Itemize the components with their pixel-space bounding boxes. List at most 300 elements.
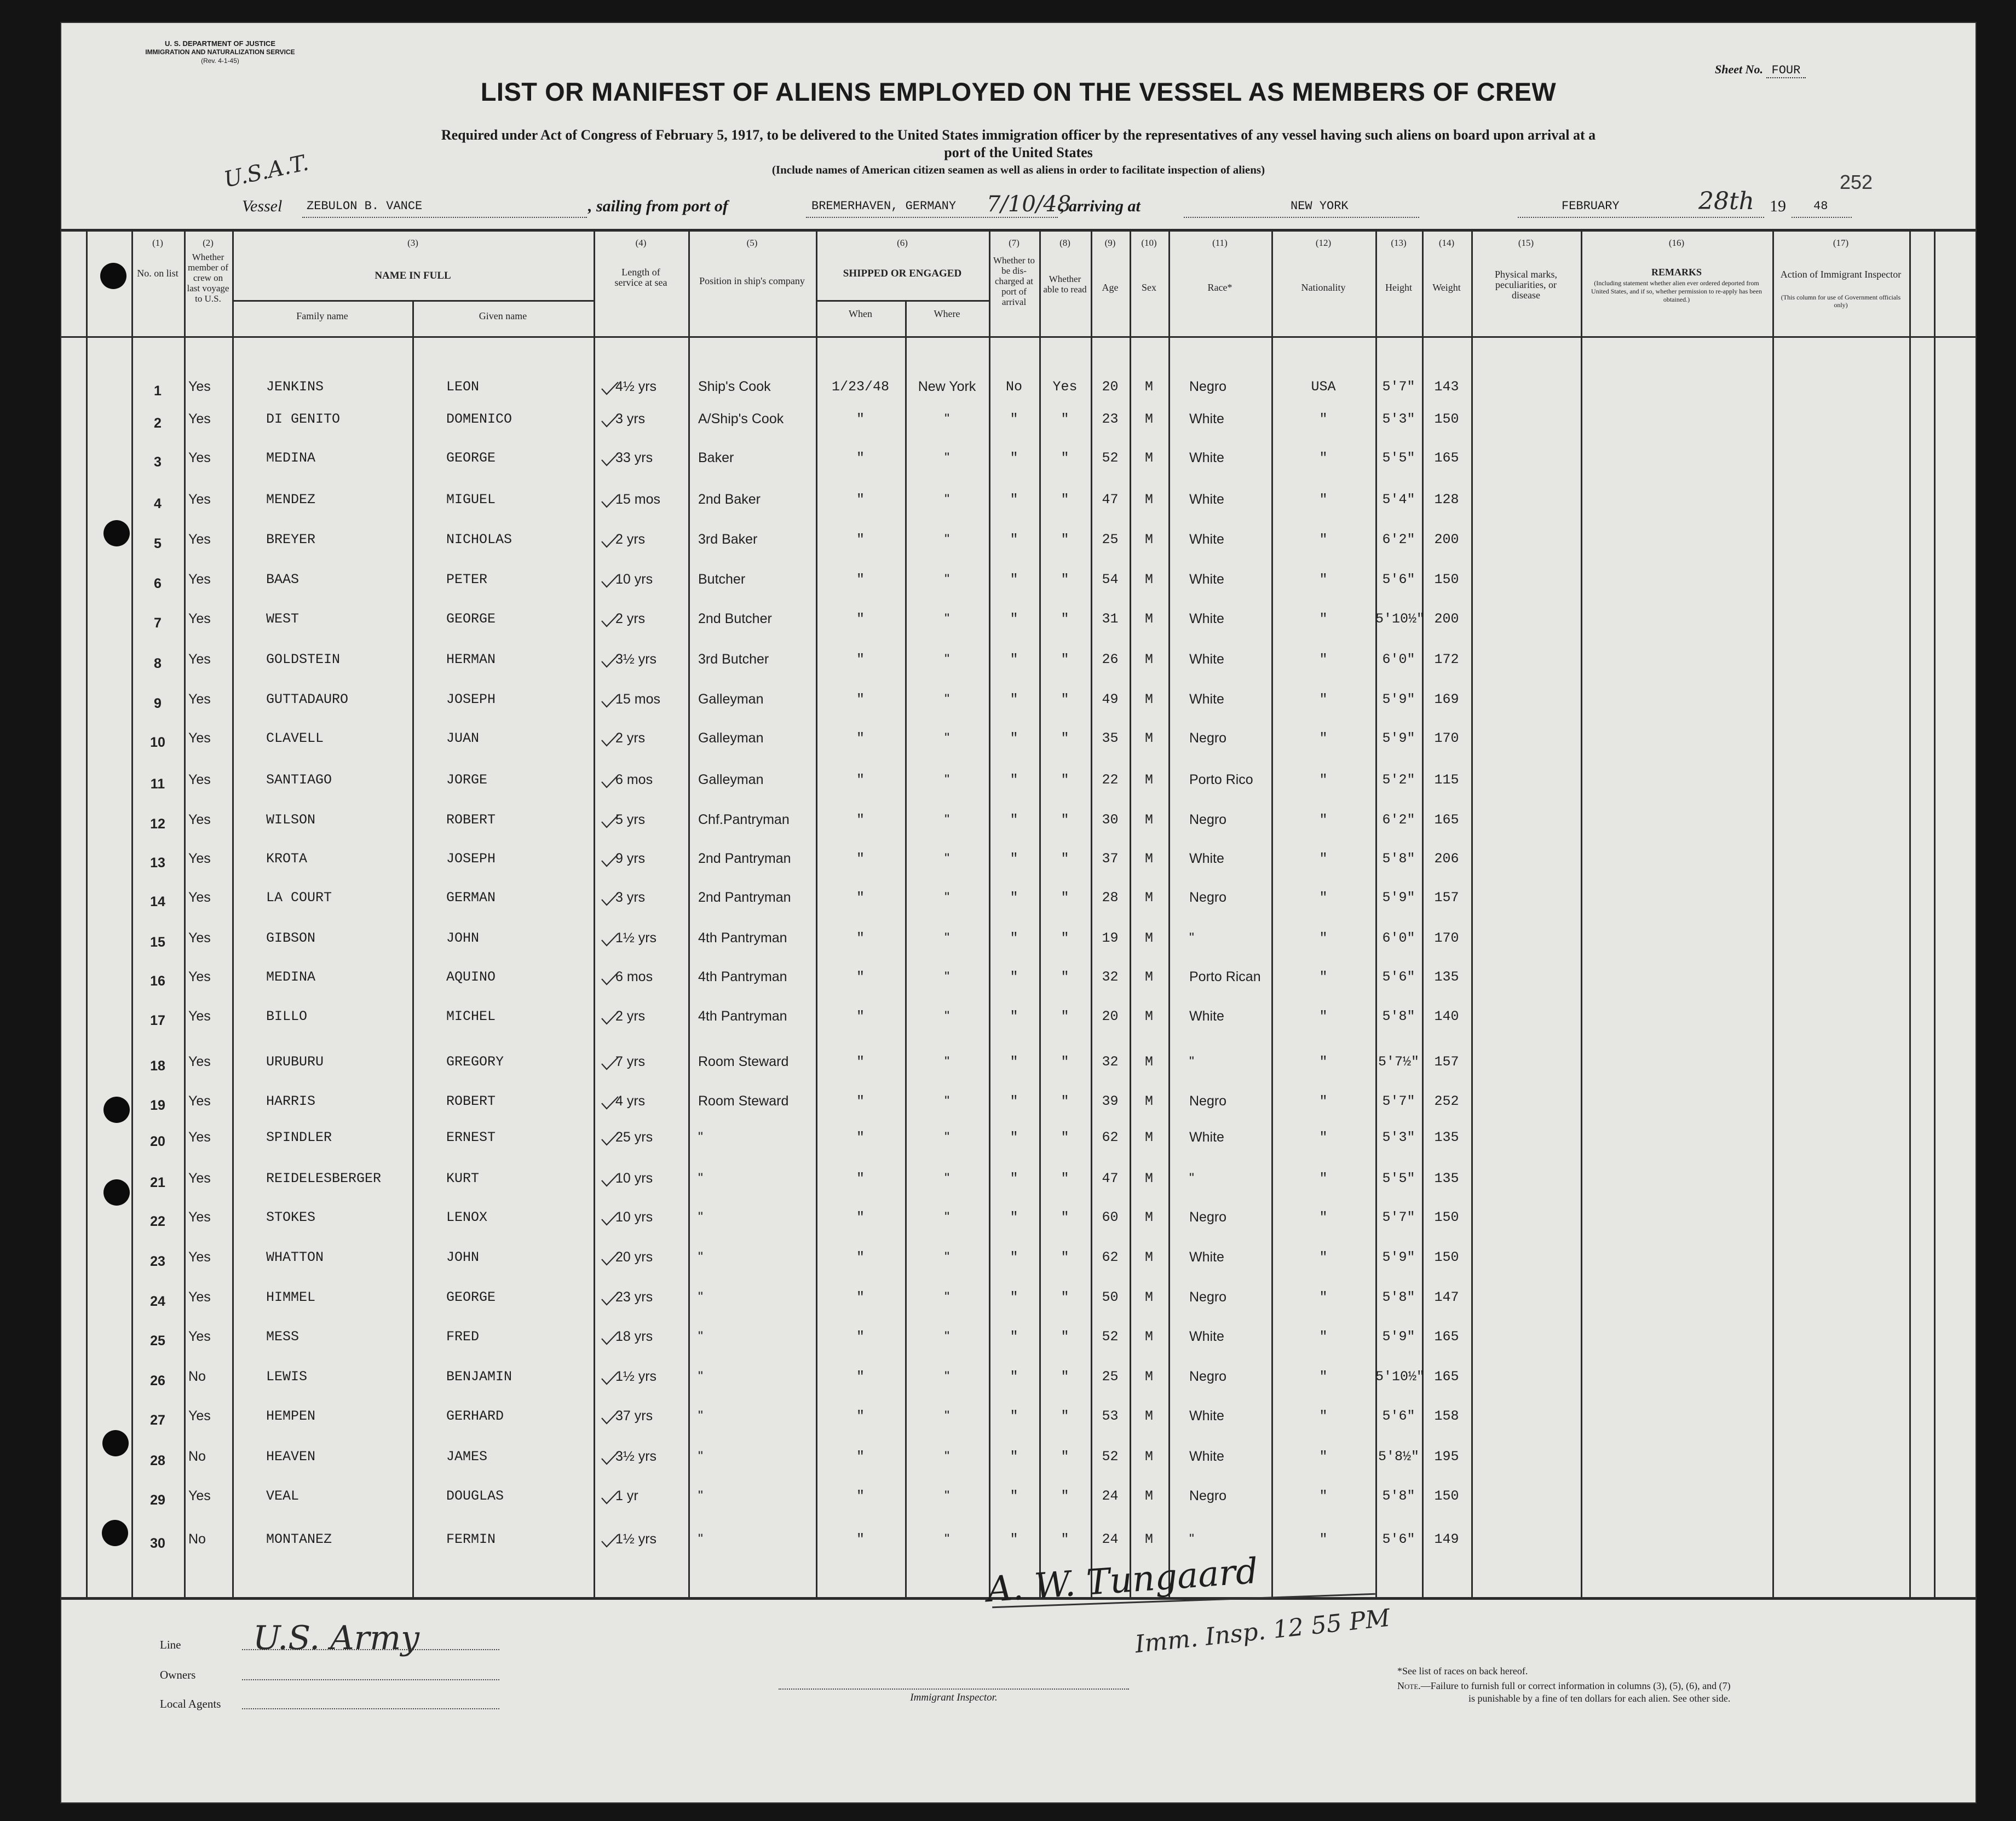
- subtitle-3: (Include names of American citizen seamen as well as aliens in order to facilitate inspection of aliens): [771, 163, 1265, 176]
- cell-shipped-where: ": [944, 1130, 949, 1145]
- line-value-handwritten: U.S. Army: [253, 1619, 420, 1657]
- arrival-port: NEW YORK: [1291, 199, 1349, 213]
- colnum-5: (5): [746, 238, 758, 248]
- cell-family-name: GIBSON: [266, 930, 316, 946]
- manifest-sheet: [61, 23, 1975, 1802]
- cell-shipped-where: ": [944, 611, 949, 626]
- cell-race: White: [1189, 611, 1224, 626]
- cell-race: White: [1189, 1249, 1224, 1265]
- header-shipped-engaged: SHIPPED OR ENGAGED: [843, 268, 962, 279]
- cell-length-of-service: 10 yrs: [615, 572, 653, 587]
- cell-height: 6'0": [1382, 930, 1415, 946]
- cell-height: 5'10½": [1375, 611, 1425, 627]
- cell-nationality: USA: [1311, 379, 1336, 395]
- cell-sex: M: [1144, 1054, 1153, 1070]
- colnum-3: (3): [407, 238, 418, 248]
- cell-age: 25: [1102, 1369, 1119, 1385]
- cell-sex: M: [1144, 691, 1153, 707]
- cell-height: 5'6": [1382, 572, 1415, 587]
- row-number: 16: [150, 973, 165, 989]
- cell-shipped-where: ": [944, 1054, 949, 1069]
- cell-shipped-when: ": [856, 812, 865, 828]
- cell-race: Negro: [1189, 812, 1227, 827]
- cell-race: White: [1189, 411, 1224, 427]
- cell-sex: M: [1144, 1329, 1153, 1345]
- cell-given-name: JAMES: [446, 1449, 488, 1465]
- cell-last-voyage: Yes: [188, 969, 211, 984]
- check-mark-icon: [601, 654, 619, 668]
- cell-family-name: HEAVEN: [266, 1449, 316, 1465]
- cell-given-name: PETER: [446, 572, 488, 587]
- cell-able-to-read: ": [1061, 890, 1069, 906]
- cell-length-of-service: 3 yrs: [615, 411, 646, 427]
- cell-length-of-service: 10 yrs: [615, 1171, 653, 1186]
- cell-race: Negro: [1189, 379, 1227, 394]
- cell-last-voyage: Yes: [188, 930, 211, 946]
- check-mark-icon: [601, 1534, 619, 1548]
- cell-height: 5'8": [1382, 1009, 1415, 1024]
- cell-length-of-service: 1½ yrs: [615, 1369, 657, 1384]
- cell-length-of-service: 20 yrs: [615, 1249, 653, 1265]
- check-mark-icon: [601, 971, 619, 986]
- sheet-no: [1715, 62, 1923, 77]
- cell-shipped-where: ": [944, 450, 949, 465]
- cell-last-voyage: Yes: [188, 652, 211, 667]
- cell-last-voyage: Yes: [188, 379, 211, 394]
- cell-height: 5'9": [1382, 691, 1415, 707]
- cell-able-to-read: ": [1061, 532, 1069, 548]
- cell-sex: M: [1144, 411, 1153, 427]
- cell-age: 28: [1102, 890, 1119, 906]
- cell-race: Porto Rico: [1189, 772, 1253, 787]
- check-mark-icon: [601, 1371, 619, 1385]
- cell-weight: 147: [1434, 1289, 1459, 1305]
- row-number: 6: [154, 576, 162, 591]
- cell-age: 31: [1102, 611, 1119, 627]
- cell-race: White: [1189, 1130, 1224, 1145]
- header-race: Race*: [1207, 282, 1232, 293]
- cell-weight: 165: [1434, 812, 1459, 828]
- cell-position: ": [698, 1249, 703, 1265]
- cell-nationality: ": [1319, 1488, 1328, 1504]
- header-last-voyage: Whether member of crew on last voyage to U.S.: [187, 252, 229, 304]
- colnum-1: (1): [152, 238, 163, 248]
- check-mark-icon: [601, 774, 619, 788]
- colnum-12: (12): [1315, 238, 1332, 248]
- cell-family-name: MEDINA: [266, 450, 316, 466]
- cell-given-name: JOHN: [446, 930, 480, 946]
- cell-last-voyage: Yes: [188, 1009, 211, 1024]
- cell-age: 32: [1102, 969, 1119, 985]
- cell-position: 4th Pantryman: [698, 1009, 787, 1024]
- cell-able-to-read: ": [1061, 1171, 1069, 1186]
- row-number: 12: [150, 816, 165, 832]
- cell-given-name: GEORGE: [446, 450, 496, 466]
- cell-height: 5'2": [1382, 772, 1415, 788]
- cell-position: ": [698, 1171, 703, 1186]
- cell-family-name: WEST: [266, 611, 299, 627]
- cell-length-of-service: 37 yrs: [615, 1408, 653, 1424]
- cell-nationality: ": [1319, 1289, 1328, 1305]
- sailing-date-handwritten: 7/10/48: [987, 192, 1072, 217]
- cell-position: 3rd Baker: [698, 532, 758, 547]
- cell-nationality: ": [1319, 1329, 1328, 1345]
- check-mark-icon: [601, 1252, 619, 1266]
- cell-age: 30: [1102, 812, 1119, 828]
- cell-nationality: ": [1319, 611, 1328, 627]
- header-where: Where: [934, 308, 960, 319]
- cell-race: Negro: [1189, 1209, 1227, 1225]
- binder-hole: [103, 1097, 130, 1123]
- cell-shipped-where: ": [944, 492, 949, 507]
- header-length-of-service: Length of service at sea: [614, 267, 667, 288]
- cell-race: ": [1189, 930, 1194, 946]
- cell-given-name: NICHOLAS: [446, 532, 512, 548]
- agency-line2: IMMIGRATION AND NATURALIZATION SERVICE: [145, 48, 295, 56]
- colnum-13: (13): [1391, 238, 1407, 248]
- cell-height: 5'10½": [1375, 1369, 1425, 1385]
- cell-race: White: [1189, 691, 1224, 707]
- cell-family-name: LA COURT: [266, 890, 332, 906]
- cell-able-to-read: ": [1061, 812, 1069, 828]
- cell-shipped-where: ": [944, 851, 949, 866]
- cell-discharged: ": [1010, 930, 1018, 946]
- cell-given-name: AQUINO: [446, 969, 496, 985]
- cell-nationality: ": [1319, 1009, 1328, 1024]
- cell-able-to-read: ": [1061, 969, 1069, 985]
- cell-family-name: HEMPEN: [266, 1408, 316, 1424]
- cell-given-name: LEON: [446, 379, 480, 395]
- cell-height: 5'7½": [1378, 1054, 1419, 1070]
- cell-nationality: ": [1319, 411, 1328, 427]
- cell-race: White: [1189, 450, 1224, 465]
- row-number: 15: [150, 935, 165, 950]
- cell-shipped-where: ": [944, 812, 949, 827]
- cell-sex: M: [1144, 1130, 1153, 1145]
- cell-position: Ship's Cook: [698, 379, 771, 394]
- cell-shipped-when: ": [856, 450, 865, 466]
- cell-last-voyage: Yes: [188, 1249, 211, 1265]
- cell-length-of-service: 6 mos: [615, 969, 653, 984]
- cell-able-to-read: ": [1061, 492, 1069, 508]
- subtitle-2: port of the United States: [944, 145, 1093, 160]
- cell-shipped-where: ": [944, 969, 949, 984]
- cell-race: ": [1189, 1171, 1194, 1186]
- cell-given-name: JOSEPH: [446, 851, 496, 867]
- cell-age: 49: [1102, 691, 1119, 707]
- cell-shipped-when: ": [856, 1171, 865, 1186]
- cell-able-to-read: ": [1061, 1130, 1069, 1145]
- cell-age: 52: [1102, 1329, 1119, 1345]
- cell-position: 4th Pantryman: [698, 930, 787, 946]
- cell-race: ": [1189, 1531, 1194, 1547]
- header-remarks: REMARKS: [1651, 267, 1702, 278]
- cell-age: 39: [1102, 1093, 1119, 1109]
- cell-weight: 150: [1434, 1249, 1459, 1265]
- cell-age: 62: [1102, 1249, 1119, 1265]
- cell-length-of-service: 23 yrs: [615, 1289, 653, 1305]
- cell-shipped-where: ": [944, 890, 949, 905]
- cell-position: A/Ship's Cook: [698, 411, 784, 427]
- cell-age: 35: [1102, 730, 1119, 746]
- cell-given-name: JUAN: [446, 730, 480, 746]
- check-mark-icon: [601, 1096, 619, 1110]
- row-number: 4: [154, 496, 162, 511]
- header-nationality: Nationality: [1301, 282, 1346, 293]
- cell-sex: M: [1144, 812, 1153, 828]
- cell-position: ": [698, 1209, 703, 1225]
- check-mark-icon: [601, 452, 619, 466]
- sheet-no-value: FOUR: [1766, 64, 1806, 78]
- cell-shipped-where: ": [944, 1449, 949, 1464]
- cell-race: Negro: [1189, 1369, 1227, 1384]
- cell-length-of-service: 2 yrs: [615, 730, 646, 746]
- sailing-port: BREMERHAVEN, GERMANY: [811, 199, 957, 213]
- header-discharged: Whether to be dis- charged at port of arrival: [993, 255, 1035, 307]
- cell-able-to-read: ": [1061, 1531, 1069, 1547]
- cell-weight: 149: [1434, 1531, 1459, 1547]
- colnum-17: (17): [1833, 238, 1849, 248]
- year-suffix: 48: [1813, 199, 1828, 213]
- cell-length-of-service: 3 yrs: [615, 890, 646, 905]
- cell-given-name: HERMAN: [446, 652, 496, 667]
- vessel-line: [242, 187, 1939, 219]
- cell-height: 5'3": [1382, 1130, 1415, 1145]
- cell-position: Galleyman: [698, 772, 764, 787]
- cell-shipped-when: 1/23/48: [831, 379, 890, 395]
- cell-age: 24: [1102, 1531, 1119, 1547]
- cell-race: Negro: [1189, 890, 1227, 905]
- cell-weight: 150: [1434, 1488, 1459, 1504]
- cell-shipped-where: ": [944, 930, 949, 946]
- cell-discharged: ": [1010, 1171, 1018, 1186]
- cell-nationality: ": [1319, 812, 1328, 828]
- cell-shipped-where: ": [944, 1289, 949, 1305]
- cell-shipped-when: ": [856, 1054, 865, 1070]
- cell-weight: 172: [1434, 652, 1459, 667]
- cell-position: ": [698, 1531, 703, 1547]
- cell-nationality: ": [1319, 1249, 1328, 1265]
- cell-length-of-service: 5 yrs: [615, 812, 646, 827]
- cell-sex: M: [1144, 1369, 1153, 1385]
- cell-last-voyage: Yes: [188, 1171, 211, 1186]
- cell-length-of-service: 9 yrs: [615, 851, 646, 866]
- cell-last-voyage: Yes: [188, 1054, 211, 1069]
- cell-shipped-when: ": [856, 652, 865, 667]
- signature-note-handwritten: Imm. Insp. 12 55 PM: [1133, 1604, 1392, 1659]
- cell-able-to-read: ": [1061, 1054, 1069, 1070]
- check-mark-icon: [601, 1011, 619, 1025]
- cell-length-of-service: 7 yrs: [615, 1054, 646, 1069]
- check-mark-icon: [601, 613, 619, 627]
- cell-position: ": [698, 1329, 703, 1344]
- colnum-9: (9): [1104, 238, 1116, 248]
- cell-length-of-service: 4 yrs: [615, 1093, 646, 1109]
- cell-nationality: ": [1319, 492, 1328, 508]
- cell-last-voyage: Yes: [188, 772, 211, 787]
- cell-discharged: ": [1010, 1130, 1018, 1145]
- cell-length-of-service: 3½ yrs: [615, 1449, 657, 1464]
- cell-shipped-when: ": [856, 411, 865, 427]
- colnum-8: (8): [1059, 238, 1070, 248]
- cell-discharged: ": [1010, 492, 1018, 508]
- cell-discharged: ": [1010, 572, 1018, 587]
- binder-hole: [103, 1179, 130, 1206]
- cell-position: ": [698, 1289, 703, 1305]
- cell-sex: M: [1144, 532, 1153, 548]
- cell-height: 5'7": [1382, 1209, 1415, 1225]
- cell-race: White: [1189, 572, 1224, 587]
- cell-able-to-read: ": [1061, 1408, 1069, 1424]
- cell-given-name: DOUGLAS: [446, 1488, 504, 1504]
- header-action-inspector: Action of Immigrant Inspector: [1780, 269, 1902, 280]
- cell-family-name: BILLO: [266, 1009, 308, 1024]
- cell-last-voyage: Yes: [188, 450, 211, 465]
- cell-nationality: ": [1319, 1531, 1328, 1547]
- cell-last-voyage: Yes: [188, 1408, 211, 1424]
- cell-shipped-where: ": [944, 730, 949, 746]
- cell-nationality: ": [1319, 450, 1328, 466]
- cell-race: Negro: [1189, 730, 1227, 746]
- row-number: 17: [150, 1013, 165, 1028]
- cell-given-name: BENJAMIN: [446, 1369, 512, 1385]
- sheet-no-label: Sheet No.: [1715, 62, 1763, 76]
- cell-discharged: ": [1010, 969, 1018, 985]
- row-number: 20: [150, 1134, 165, 1149]
- cell-age: 50: [1102, 1289, 1119, 1305]
- cell-shipped-where: ": [944, 1329, 949, 1344]
- cell-race: White: [1189, 492, 1224, 507]
- cell-family-name: BREYER: [266, 532, 316, 548]
- cell-length-of-service: 6 mos: [615, 772, 653, 787]
- cell-last-voyage: Yes: [188, 1329, 211, 1344]
- cell-last-voyage: Yes: [188, 1209, 211, 1225]
- cell-nationality: ": [1319, 652, 1328, 667]
- cell-nationality: ": [1319, 772, 1328, 788]
- cell-family-name: MONTANEZ: [266, 1531, 332, 1547]
- cell-nationality: ": [1319, 1369, 1328, 1385]
- cell-age: 20: [1102, 1009, 1119, 1024]
- cell-weight: 195: [1434, 1449, 1459, 1465]
- header-position: Position in ship's company: [699, 275, 805, 286]
- cell-discharged: ": [1010, 1209, 1018, 1225]
- row-number: 2: [154, 416, 162, 431]
- header-no-on-list: No. on list: [137, 268, 178, 279]
- cell-shipped-when: ": [856, 969, 865, 985]
- binder-hole: [102, 1430, 129, 1456]
- cell-family-name: WHATTON: [266, 1249, 324, 1265]
- cell-family-name: REIDELESBERGER: [266, 1171, 382, 1186]
- cell-given-name: GERHARD: [446, 1408, 504, 1424]
- header-given-name: Given name: [479, 310, 527, 321]
- header-physical-marks: Physical marks, peculiarities, or disease: [1495, 269, 1557, 301]
- cell-length-of-service: 33 yrs: [615, 450, 653, 465]
- cell-able-to-read: ": [1061, 1488, 1069, 1504]
- binder-hole: [100, 263, 126, 289]
- cell-family-name: WILSON: [266, 812, 316, 828]
- cell-shipped-when: ": [856, 1093, 865, 1109]
- cell-sex: M: [1144, 930, 1153, 946]
- cell-nationality: ": [1319, 730, 1328, 746]
- cell-able-to-read: ": [1061, 1009, 1069, 1024]
- header-sex: Sex: [1142, 282, 1156, 293]
- cell-position: 2nd Pantryman: [698, 890, 791, 905]
- cell-height: 6'2": [1382, 532, 1415, 548]
- cell-position: Baker: [698, 450, 734, 465]
- cell-able-to-read: ": [1061, 652, 1069, 667]
- cell-position: Room Steward: [698, 1054, 789, 1069]
- cell-given-name: FRED: [446, 1329, 480, 1345]
- cell-age: 37: [1102, 851, 1119, 867]
- cell-length-of-service: 18 yrs: [615, 1329, 653, 1344]
- cell-able-to-read: ": [1061, 730, 1069, 746]
- cell-family-name: GOLDSTEIN: [266, 652, 341, 667]
- cell-position: ": [698, 1449, 703, 1464]
- cell-discharged: ": [1010, 1009, 1018, 1024]
- arrival-day-handwritten: 28th: [1698, 187, 1755, 215]
- cell-length-of-service: 1 yr: [615, 1488, 638, 1503]
- cell-nationality: ": [1319, 1449, 1328, 1465]
- cell-height: 5'8": [1382, 851, 1415, 867]
- cell-family-name: JENKINS: [266, 379, 324, 395]
- row-number: 7: [154, 615, 162, 631]
- colnum-4: (4): [635, 238, 647, 248]
- cell-age: 52: [1102, 450, 1119, 466]
- cell-discharged: ": [1010, 411, 1018, 427]
- cell-length-of-service: 4½ yrs: [615, 379, 657, 394]
- colnum-14: (14): [1438, 238, 1455, 248]
- cell-height: 5'8": [1382, 1488, 1415, 1504]
- cell-family-name: MEDINA: [266, 969, 316, 985]
- cell-given-name: GEORGE: [446, 611, 496, 627]
- cell-able-to-read: Yes: [1052, 379, 1078, 395]
- check-mark-icon: [601, 494, 619, 508]
- cell-given-name: GEORGE: [446, 1289, 496, 1305]
- cell-weight: 150: [1434, 1209, 1459, 1225]
- cell-shipped-when: ": [856, 1130, 865, 1145]
- cell-weight: 170: [1434, 730, 1459, 746]
- vessel-prefix-handwritten: U.S.A.T.: [221, 150, 311, 193]
- cell-sex: M: [1144, 611, 1153, 627]
- cell-age: 60: [1102, 1209, 1119, 1225]
- cell-weight: 200: [1434, 532, 1459, 548]
- row-number: 23: [150, 1254, 165, 1269]
- races-note: *See list of races on back hereof.: [1397, 1666, 1528, 1676]
- cell-sex: M: [1144, 1249, 1153, 1265]
- cell-last-voyage: No: [188, 1449, 206, 1464]
- cell-age: 47: [1102, 492, 1119, 508]
- colnum-11: (11): [1212, 238, 1228, 248]
- cell-sex: M: [1144, 492, 1153, 508]
- cell-sex: M: [1144, 890, 1153, 906]
- cell-length-of-service: 1½ yrs: [615, 1531, 657, 1547]
- header-action-note: (This column for use of Government officials only): [1781, 293, 1901, 309]
- owners-label: Owners: [160, 1668, 196, 1681]
- row-number: 10: [150, 735, 165, 750]
- cell-weight: 165: [1434, 1329, 1459, 1345]
- header-able-to-read: Whether able to read: [1043, 274, 1087, 295]
- cell-weight: 115: [1434, 772, 1459, 788]
- cell-able-to-read: ": [1061, 1249, 1069, 1265]
- cell-shipped-when: ": [856, 1369, 865, 1385]
- row-number: 18: [150, 1058, 165, 1074]
- cell-shipped-when: ": [856, 1531, 865, 1547]
- cell-weight: 165: [1434, 1369, 1459, 1385]
- check-mark-icon: [601, 1451, 619, 1465]
- cell-length-of-service: 3½ yrs: [615, 652, 657, 667]
- cell-able-to-read: ": [1061, 1209, 1069, 1225]
- cell-given-name: LENOX: [446, 1209, 488, 1225]
